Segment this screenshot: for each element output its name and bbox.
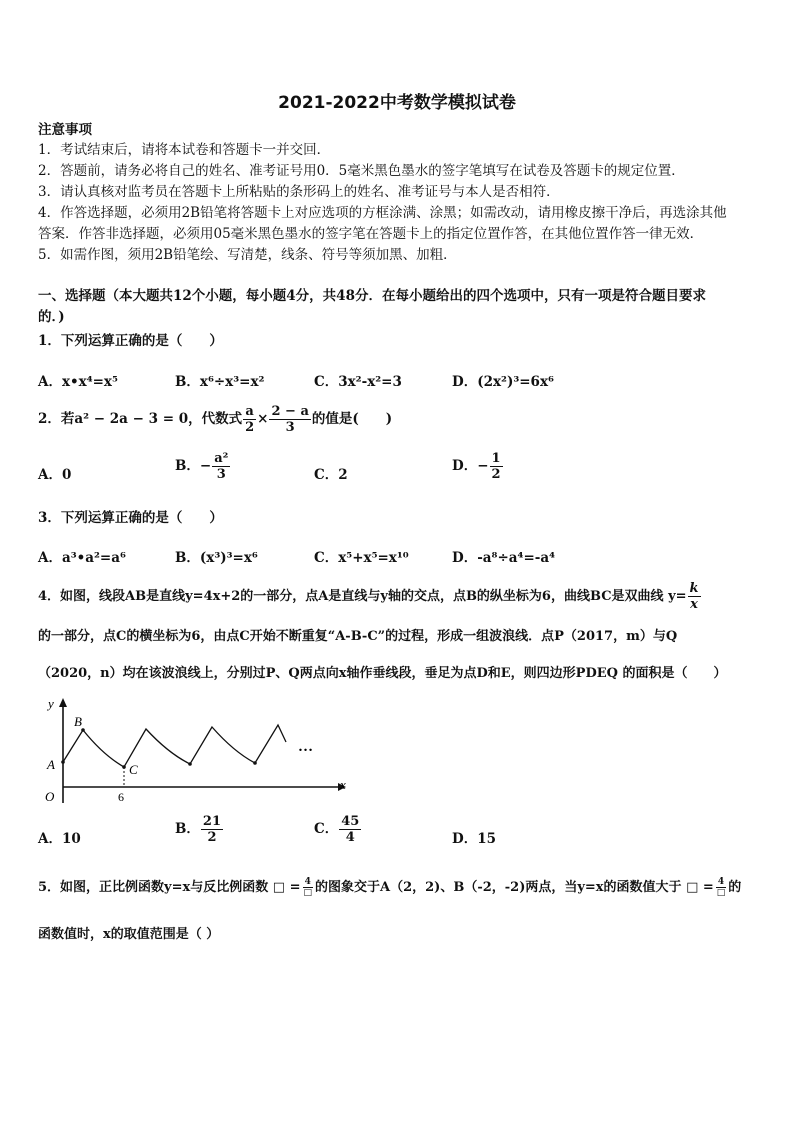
q4-line-2: 的一部分，点C的横坐标为6，由点C开始不断重复“A-B-C”的过程，形成一组波浪线．点P（2017，m）与Q xyxy=(38,629,678,644)
q2-option-d-fraction: $\frac{1}{2}$ xyxy=(491,451,501,482)
point-a xyxy=(61,760,65,764)
label-a: A xyxy=(47,757,55,772)
notice-heading: 注意事项 xyxy=(38,122,92,138)
q4-option-c-fraction: $\frac{45}{4}$ xyxy=(341,814,360,845)
notice-item-5: 5．如需作图，须用2B铅笔绘、写清楚，线条、符号等须加黑、加粗． xyxy=(38,247,457,263)
q4-line-1: 4．如图，线段AB是直线y=4x+2的一部分，点A是直线与y轴的交点，点B的纵坐标为6，曲线BC是双曲线 y= $\frac{k}{x}$ xyxy=(38,581,699,612)
q3-option-d: D．-a⁸÷a⁴=-a⁴ xyxy=(452,550,556,566)
notice-item-4: 4．作答选择题，必须用2B铅笔将答题卡上对应选项的方框涂满、涂黑；如需改动，请用橡皮擦干净后，再选涂其他 xyxy=(38,205,727,221)
q5-line-2: 函数值时，x的取值范围是（ ） xyxy=(38,927,220,942)
label-b: B xyxy=(74,714,82,729)
q4-option-d: D．15 xyxy=(452,831,496,847)
q2-option-d: D．− $\frac{1}{2}$ xyxy=(452,451,501,482)
tick-6-label: 6 xyxy=(118,790,124,804)
q3-option-c: C．x⁵+x⁵=x¹⁰ xyxy=(314,550,409,566)
q4-option-b-fraction: $\frac{21}{2}$ xyxy=(202,814,222,845)
q3-option-a: A．a³•a²=a⁶ xyxy=(38,550,126,566)
q1-option-d: D．(2x²)³=6x⁶ xyxy=(452,374,554,390)
q1-stem: 1．下列运算正确的是（ ） xyxy=(38,333,223,349)
q3-option-b: B．(x³)³=x⁶ xyxy=(175,550,258,566)
wave-point xyxy=(253,761,257,765)
q5-line-1: 5．如图，正比例函数y=x与反比例函数 □ = $\frac{4}{□}$ 的图象交于A（2，2)、B（-2，-2)两点，当y=x的函数值大于 □ = $\frac{4}{□}$ 的 xyxy=(38,877,742,898)
notice-item-2: 2．答题前，请务必将自己的姓名、准考证号用0．5毫米黑色墨水的签字笔填写在试卷及答题卡的规定位置． xyxy=(38,163,685,179)
q4-fraction-k-over-x: $\frac{k}{x}$ xyxy=(689,581,699,612)
wave-curve xyxy=(63,725,286,767)
q2-stem xyxy=(38,402,392,436)
q3-stem: 3．下列运算正确的是（ ） xyxy=(38,510,223,526)
notice-item-1: 1．考试结束后，请将本试卷和答题卡一并交回． xyxy=(38,142,331,158)
q2-stem-end: 的值是( ) xyxy=(311,411,393,427)
q2-fraction-a-over-2: $\frac{a}{2}$ xyxy=(245,404,255,435)
q4-line-3: （2020，n）均在该波浪线上，分别过P、Q两点向x轴作垂线段，垂足为点D和E，则四边形PDEQ 的面积是（ ） xyxy=(38,666,727,681)
q2-option-c: C．2 xyxy=(314,467,348,483)
label-c: C xyxy=(129,762,138,777)
q2-option-b: B．− $\frac{\text{a²}}{3}$ xyxy=(175,451,229,482)
section-heading-cont: 的．) xyxy=(38,309,65,325)
q2-option-b-fraction: $\frac{\text{a²}}{3}$ xyxy=(214,451,229,482)
q1-option-b: B．x⁶÷x³=x² xyxy=(175,374,265,390)
origin-label: O xyxy=(45,789,55,804)
q4-option-c: C． $\frac{45}{4}$ xyxy=(314,814,360,845)
section-heading: 一、选择题（本大题共12个小题，每小题4分，共48分．在每小题给出的四个选项中，只有一项是符合题目要求 xyxy=(38,288,706,304)
continuation-ellipsis: … xyxy=(298,739,313,755)
q1-option-a: A．x•x⁴=x⁵ xyxy=(38,374,118,390)
x-axis-label: x xyxy=(340,777,346,792)
y-axis-label: y xyxy=(48,696,54,711)
wave-point xyxy=(188,762,192,766)
y-axis-arrow xyxy=(59,698,67,707)
q2-times-sign: × xyxy=(257,411,269,427)
q2-stem-start: 2．若a² − 2a − 3 = 0，代数式 xyxy=(38,411,243,427)
notice-item-4-cont: 答案．作答非选择题，必须用05毫米黑色墨水的签字笔在答题卡上的指定位置作答，在其他位置作答一律无效． xyxy=(38,226,704,242)
q4-option-a: A．10 xyxy=(38,831,81,847)
q5-fraction-1: $\frac{4}{□}$ xyxy=(303,877,312,898)
q2-option-a: A．0 xyxy=(38,467,72,483)
q1-option-c: C．3x²-x²=3 xyxy=(314,374,402,390)
notice-item-3: 3．请认真核对监考员在答题卡上所粘贴的条形码上的姓名、准考证号与本人是否相符． xyxy=(38,184,560,200)
exam-title: 2021-2022中考数学模拟试卷 xyxy=(278,93,516,113)
wave-graph xyxy=(38,695,348,805)
point-c xyxy=(122,765,126,769)
q2-fraction-2-minus-a-over-3: $\frac{2 - a}{3}$ xyxy=(271,404,309,435)
q5-fraction-2: $\frac{4}{□}$ xyxy=(716,877,726,898)
q4-option-b: B． $\frac{21}{2}$ xyxy=(175,814,222,845)
